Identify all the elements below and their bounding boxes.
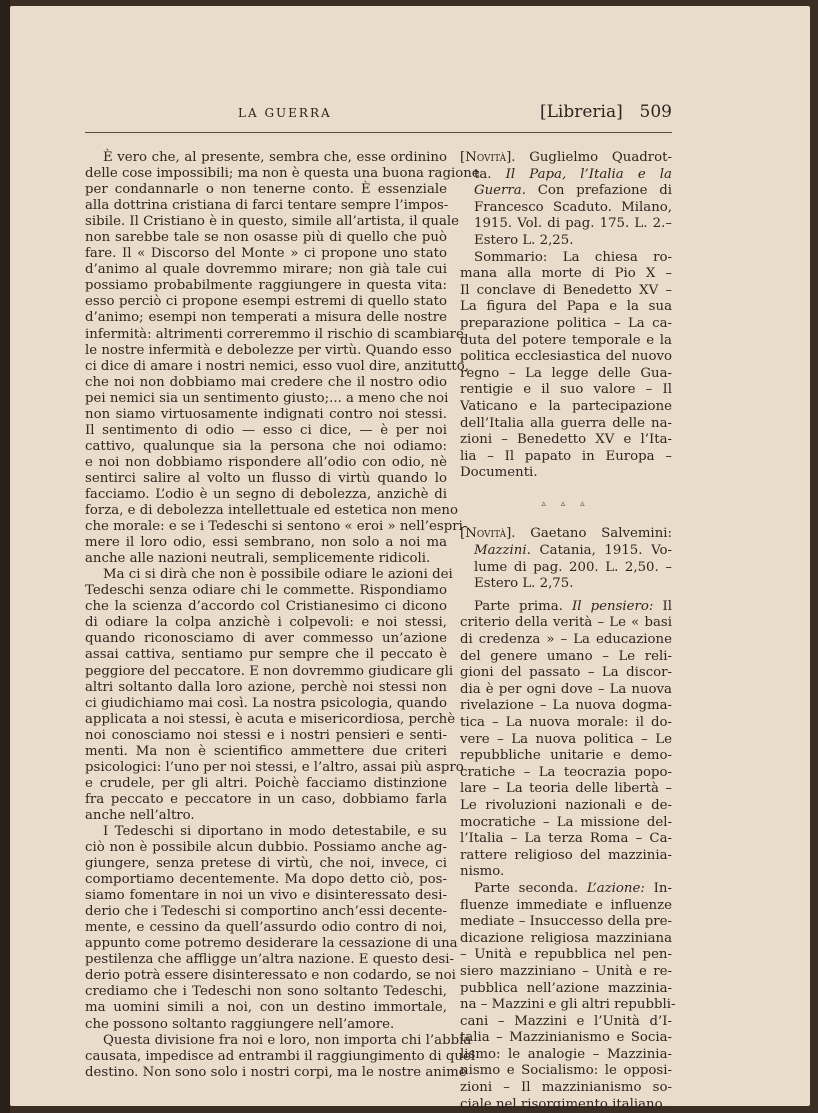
text-line: e crudele, per gli altri. Poichè facciamo distinzione: [85, 775, 447, 791]
text-line: non siamo virtuosamente indignati contro noi stessi.: [85, 406, 447, 422]
text-line: ci giudichiamo mai così. La nostra psicologia, quando: [85, 695, 447, 711]
text-line: lare – La teoria delle libertà –: [460, 781, 672, 797]
running-header: [85, 100, 672, 133]
text-line: rentigie e il suo valore – Il: [460, 382, 672, 398]
text-line: na – Mazzini e gli altri repubbli-: [460, 997, 676, 1013]
section-separator: ▵ ▵ ▵: [541, 498, 591, 509]
text-line: nismo e Socialismo: le opposi-: [460, 1063, 672, 1079]
bookshop-column: [460, 150, 676, 1113]
text-line: siamo fomentare in noi un vivo e disinteressato desi-: [85, 888, 447, 904]
text-line: per condannarle o non tenerne conto. È essenziale: [85, 182, 447, 198]
line-part: Parte prima.: [474, 598, 572, 614]
text-line: ma uomini simili a noi, con un destino immortale,: [85, 1000, 447, 1016]
text-line: di credenza » – La educazione: [460, 632, 672, 648]
text-line: che morale: e se i Tedeschi si sentono « eroi » nell’espri-: [85, 519, 468, 535]
text-line: anche nell’altro.: [85, 807, 195, 823]
text-line: cani – Mazzini e l’Unità d’I-: [460, 1013, 672, 1029]
text-line: mente, e cessino da quell’assurdo odio contro di noi,: [85, 920, 447, 936]
text-line: che possono soltanto raggiungere nell’amore.: [85, 1016, 395, 1032]
text-line: di odiare la colpa anzichè i colpevoli: e noi stessi,: [85, 615, 447, 631]
text-line: Documenti.: [460, 465, 538, 481]
text-line: lismo: le analogie – Mazzinia-: [460, 1046, 672, 1062]
text-line: dia è per ogni dove – La nuova: [460, 681, 672, 697]
text-line: mocratiche – La missione del-: [460, 814, 672, 830]
text-line: [460, 167, 672, 184]
text-line: le nostre infermità e debolezze per virtù. Quando esso: [85, 342, 452, 358]
text-line: psicologici: l’uno per noi stessi, e l’altro, assai più aspro: [85, 759, 464, 775]
text-line: del genere umano – Le reli-: [460, 648, 672, 664]
text-line: È vero che, al presente, sembra che, esse ordinino: [103, 150, 447, 165]
text-line: repubbliche unitarie e demo-: [460, 748, 672, 764]
text-line: duta del potere temporale e la: [460, 332, 672, 348]
text-line: Francesco Scaduto. Milano,: [474, 199, 672, 215]
text-line: [460, 183, 672, 200]
entry-heading: [460, 150, 672, 167]
text-line: fare. Il « Discorso del Monte » ci propone uno stato: [85, 246, 447, 262]
line-part: ta.: [474, 166, 506, 182]
text-line: cattivo, qualunque sia la persona che noi odiamo:: [85, 438, 447, 454]
text-line: applicata a noi stessi, è acuta e misericordiosa, perchè: [85, 711, 456, 727]
text-line: forza, e di debolezza intellettuale ed estetica non meno: [85, 503, 458, 519]
text-line: dicazione religiosa mazziniana: [460, 930, 672, 946]
text-line: possiamo probabilmente raggiungere in questa vita:: [85, 278, 447, 294]
text-line: d’animo al quale dovremmo mirare; non già tale cui: [85, 262, 447, 278]
text-line: Estero L. 2,25.: [474, 232, 574, 248]
running-title: LA GUERRA: [238, 106, 332, 120]
text-line: peggiore del peccatore. E non dovremmo giudicare gli: [85, 663, 454, 679]
line-part: Il: [653, 598, 673, 614]
text-line: quando riconosciamo di aver commesso un’azione: [85, 631, 447, 647]
text-line: e noi non dobbiamo rispondere all’odio con odio, nè: [85, 454, 447, 470]
text-line: pubblica nell’azione mazzinia-: [460, 980, 672, 996]
text-line: esso perciò ci propone esempi estremi di quello stato: [85, 294, 447, 310]
text-line: destino. Non sono solo i nostri corpi, ma le nostre anime: [85, 1064, 467, 1080]
text-line: Il conclave di Benedetto XV –: [460, 282, 672, 298]
page-number: 509: [639, 102, 672, 122]
text-line: Vaticano e la partecipazione: [460, 398, 672, 414]
entry-author: Guglielmo Quadrot-: [529, 150, 672, 165]
text-line: zioni – Il mazzinianismo so-: [460, 1080, 672, 1096]
text-line: Il sentimento di odio — esso ci dice, — è per noi: [85, 422, 447, 438]
book-entry-quadrotta: [460, 150, 672, 482]
text-line: appunto come potremo desiderare la cessazione di una: [85, 936, 458, 952]
text-line: comportiamo decentemente. Ma dopo detto ciò, pos-: [85, 872, 447, 888]
text-line: 1915. Vol. di pag. 175. L. 2.–: [474, 216, 672, 232]
text-line: d’animo; esempi non temperati a misura delle nostre: [85, 310, 447, 326]
text-line: rivelazione – La nuova dogma-: [460, 698, 672, 714]
text-line: talia – Mazzinianismo e Socia-: [460, 1030, 672, 1046]
italic-title: Guerra: [474, 183, 522, 199]
text-line: Le rivoluzioni nazionali e de-: [460, 797, 672, 813]
italic-title: Mazzini: [474, 543, 527, 559]
entry-author: Gaetano Salvemini:: [530, 526, 672, 542]
text-line: giungere, senza pretese di virtù, che noi, invece, ci: [85, 856, 447, 872]
text-line: gioni del passato – La discor-: [460, 665, 672, 681]
text-line: sibile. Il Cristiano è in questo, simile all’artista, il quale: [85, 214, 460, 230]
italic-title: Il pensiero:: [572, 598, 654, 614]
section-label: [Libreria]: [540, 102, 623, 122]
text-line: lia – Il papato in Europa –: [460, 448, 672, 464]
text-line: causata, impedisce ad entrambi il raggiungimento di quel: [85, 1048, 476, 1064]
line-part: Parte seconda.: [474, 880, 587, 896]
text-line: ciale nel risorgimento italiano.: [460, 1096, 667, 1112]
text-line: sentirci salire al volto un flusso di virtù quando lo: [85, 470, 447, 486]
text-line: rattere religioso del mazzinia-: [460, 847, 672, 863]
text-line: assai cattiva, sentiamo pur sempre che il peccato è: [85, 647, 447, 663]
book-entry-salvemini: [460, 526, 676, 1113]
line-part: . Catania, 1915. Vo-: [526, 543, 672, 559]
novita-tag: [Novità].: [460, 150, 516, 165]
text-line: crediamo che i Tedeschi non sono soltanto Tedeschi,: [85, 984, 447, 1000]
book-spine: [0, 0, 10, 1113]
text-line: pestilenza che affligge un’altra nazione. E questo desi-: [85, 952, 455, 968]
text-line: mediate – Insuccesso della pre-: [460, 914, 672, 930]
text-line: alla dottrina cristiana di farci tentare sempre l’impos-: [85, 198, 449, 214]
text-line: tica – La nuova morale: il do-: [460, 715, 672, 730]
text-line: – Unità e repubblica nel pen-: [460, 947, 672, 963]
text-line: Estero L. 2,75.: [474, 576, 574, 592]
text-line: che noi non dobbiamo mai credere che il nostro odio: [85, 374, 447, 390]
text-line: La figura del Papa e la sua: [460, 299, 672, 315]
text-line: derio che i Tedeschi si comportino anch’essi decente-: [85, 904, 447, 920]
text-line: menti. Ma non è scientifico ammettere due criteri: [85, 743, 447, 759]
text-line: derio potrà essere disinteressato e non codardo, se noi: [85, 968, 456, 984]
text-line: fra peccato e peccatore in un caso, dobbiamo farla: [85, 791, 447, 807]
text-line: lume di pag. 200. L. 2,50. –: [474, 559, 672, 575]
italic-title: Il Papa, l’Italia e la: [505, 166, 672, 182]
text-line: [460, 543, 672, 560]
text-line: delle cose impossibili; ma non è questa una buona ragione: [85, 166, 480, 182]
text-line: [460, 599, 672, 616]
text-line: dell’Italia alla guerra delle na-: [460, 415, 672, 431]
text-line: [460, 881, 672, 898]
text-line: criterio della verità – Le « basi: [460, 615, 672, 631]
text-line: preparazione politica – La ca-: [460, 315, 672, 331]
text-line: fluenze immediate e influenze: [460, 897, 672, 913]
text-line: mana alla morte di Pio X –: [460, 266, 672, 282]
text-line: politica ecclesiastica del nuovo: [460, 349, 672, 365]
line-part: In-: [644, 880, 672, 896]
text-line: nismo.: [460, 864, 505, 880]
text-line: altri soltanto dalla loro azione, perchè noi stessi non: [85, 679, 447, 695]
italic-title: L’azione:: [586, 880, 645, 896]
text-line: infermità: altrimenti correremmo il rischio di scambiare: [85, 326, 464, 342]
text-line: I Tedeschi si diportano in modo detestabile, e su: [103, 823, 447, 839]
text-line: ci dice di amare i nostri nemici, esso vuol dire, anzitutto,: [85, 358, 469, 374]
text-line: cratiche – La teocrazia popo-: [460, 764, 672, 780]
text-line: mere il loro odio, essi sembrano, non solo a noi ma: [85, 535, 447, 551]
text-line: che la scienza d’accordo col Cristianesimo ci dicono: [85, 599, 447, 615]
text-line: Sommario: La chiesa ro-: [474, 249, 672, 265]
text-line: regno – La legge delle Gua-: [460, 365, 672, 381]
text-line: Ma ci si dirà che non è possibile odiare le azioni dei: [103, 567, 453, 583]
text-line: noi conosciamo noi stessi e i nostri pensieri e senti-: [85, 727, 447, 743]
text-line: non sarebbe tale se non osasse più di quello che può: [85, 230, 447, 246]
line-part: . Con prefazione di: [521, 183, 672, 199]
text-line: Questa divisione fra noi e loro, non importa chi l’abbia: [103, 1032, 472, 1048]
entry-heading: [460, 526, 672, 543]
text-line: vere – La nuova politica – Le: [460, 731, 672, 747]
text-line: anche alle nazioni neutrali, semplicemente ridicoli.: [85, 551, 431, 567]
text-line: facciamo. L’odio è un segno di debolezza, anzichè di: [85, 486, 447, 502]
novita-tag: [Novità].: [460, 526, 516, 542]
text-line: zioni – Benedetto XV e l’Ita-: [460, 432, 672, 448]
main-text-column: [85, 150, 480, 1081]
text-line: pei nemici sia un sentimento giusto;... a meno che noi: [85, 390, 449, 406]
text-line: ciò non è possibile alcun dubbio. Possiamo anche ag-: [85, 840, 447, 856]
text-line: Tedeschi senza odiare chi le commette. Rispondiamo: [85, 583, 447, 599]
text-line: l’Italia – La terza Roma – Ca-: [460, 831, 672, 847]
text-line: siero mazziniano – Unità e re-: [460, 963, 672, 979]
